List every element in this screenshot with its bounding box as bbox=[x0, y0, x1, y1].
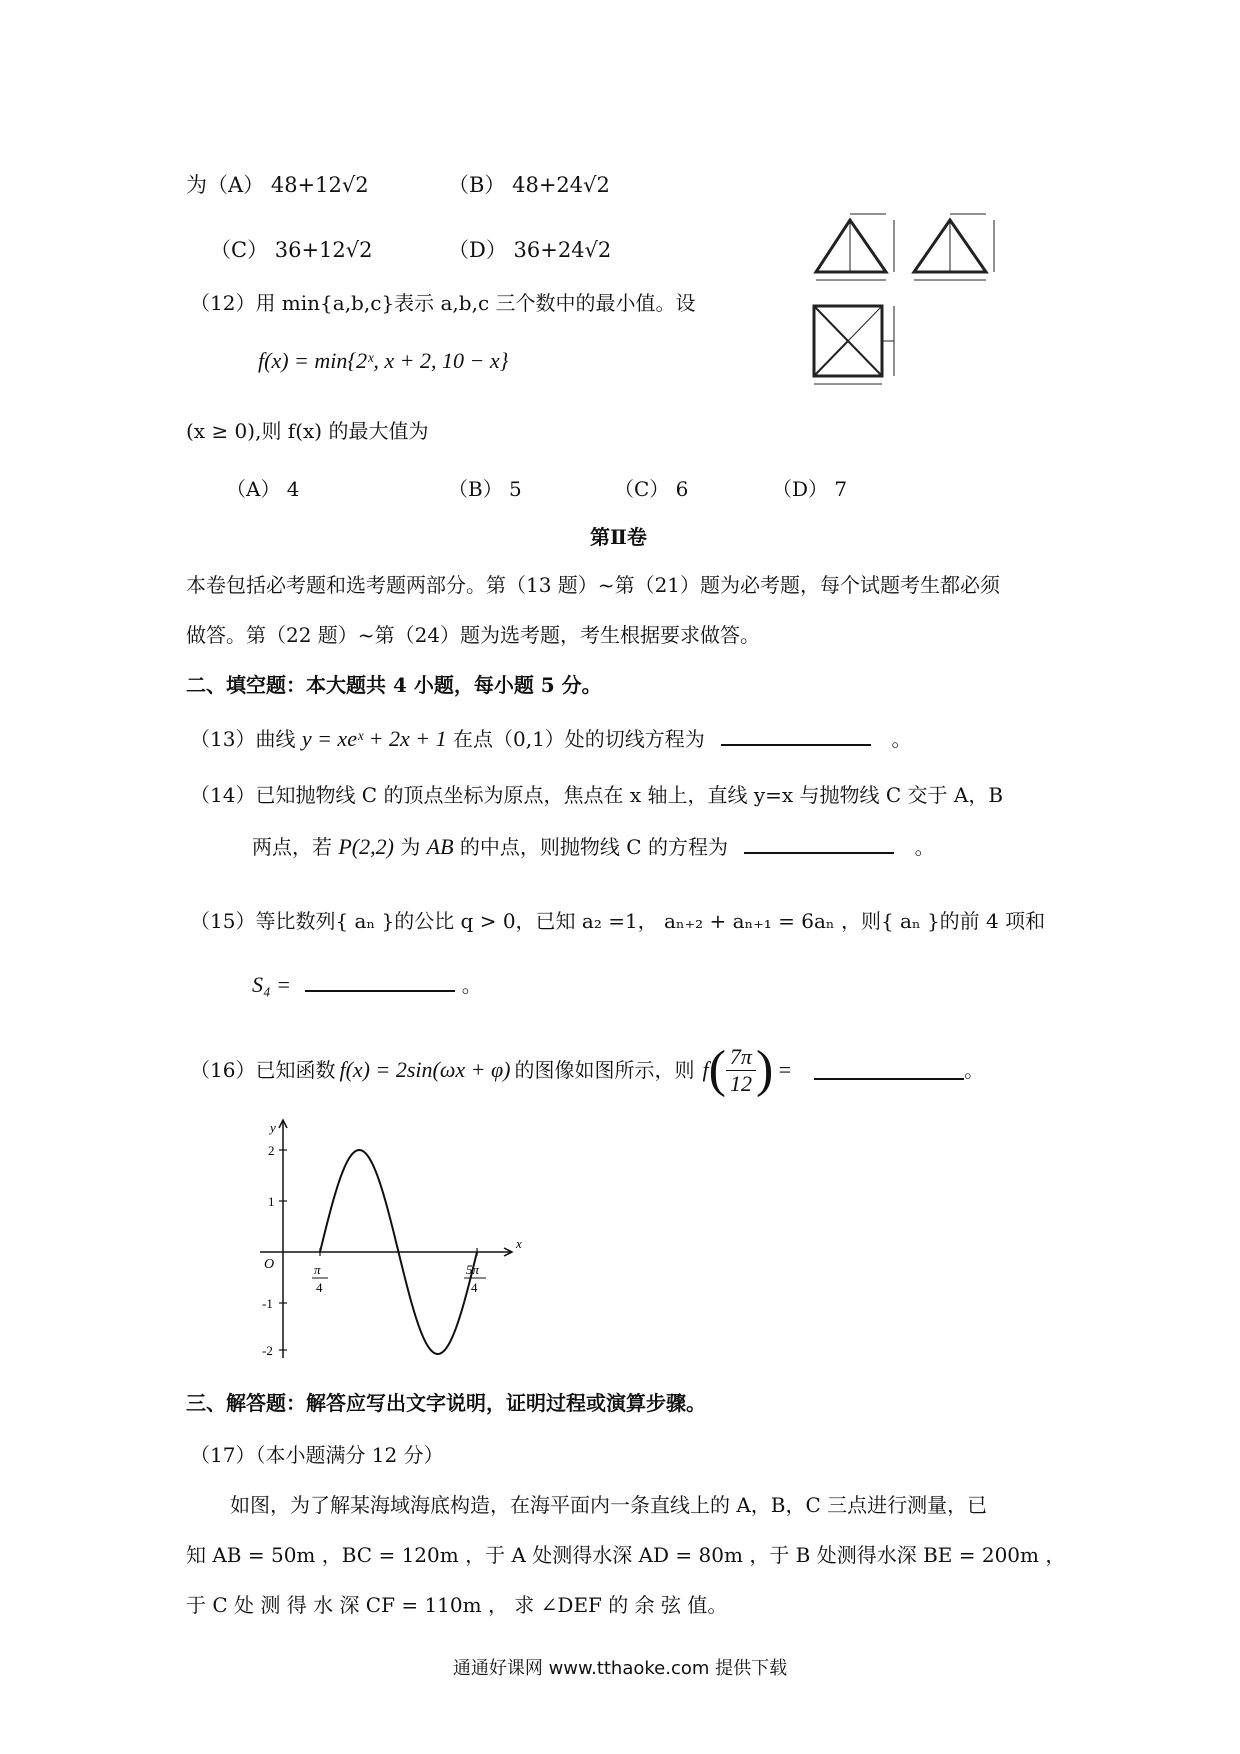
origin-label: O bbox=[264, 1257, 275, 1272]
q12-option-a: （A） 4 bbox=[226, 477, 300, 501]
y-tick-label-minus1: -1 bbox=[262, 1296, 273, 1311]
q16-fraction-numerator: 7π bbox=[726, 1044, 756, 1071]
q16-middle: 的图像如图所示，则 bbox=[514, 1058, 695, 1082]
y-tick-label-minus2: -2 bbox=[262, 1343, 273, 1358]
q13-answer-blank[interactable] bbox=[721, 726, 871, 746]
q17-line-3: 于 C 处 测 得 水 深 CF = 110m ， 求 ∠DEF 的 余 弦 值。 bbox=[186, 1593, 728, 1617]
q16-right-paren: ) bbox=[755, 1041, 774, 1098]
q16-prefix: （16）已知函数 bbox=[190, 1058, 336, 1082]
q16-answer-blank[interactable] bbox=[814, 1060, 964, 1080]
q13-formula: y = xeˣ + 2x + 1 bbox=[301, 726, 447, 751]
q11-option-b: （B） 48+24√2 bbox=[448, 173, 610, 197]
q16-formula: f(x) = 2sin(ωx + φ) bbox=[339, 1057, 511, 1082]
q14-segment: AB bbox=[426, 834, 454, 859]
y-tick-label-1: 1 bbox=[268, 1194, 275, 1209]
q12-option-c: （C） 6 bbox=[614, 477, 689, 501]
q16-end: 。 bbox=[964, 1058, 985, 1082]
y-tick-label-2: 2 bbox=[268, 1143, 275, 1158]
q12-stem-line3: (x ≥ 0),则 f(x) 的最大值为 bbox=[186, 419, 429, 443]
y-axis-label: y bbox=[270, 1120, 276, 1135]
q14-line-1: （14）已知抛物线 C 的顶点坐标为原点，焦点在 x 轴上，直线 y=x 与抛物线 C 交于 A，B bbox=[190, 783, 1004, 807]
q14-point-formula: P(2,2) bbox=[338, 834, 394, 859]
q16-equals: = bbox=[777, 1057, 793, 1082]
q15-s4-label: S₄ = bbox=[252, 972, 291, 997]
q13-middle: 在点（0,1）处的切线方程为 bbox=[452, 727, 705, 751]
x-tick-label-5pi-den: 4 bbox=[471, 1280, 478, 1295]
q16-fraction bbox=[726, 1044, 756, 1097]
page-footer: 通通好课网 www.tthaoke.com 提供下载 bbox=[452, 1658, 788, 1679]
q16-line bbox=[190, 1040, 984, 1100]
x-tick-label-pi-num: π bbox=[314, 1262, 321, 1277]
q16-left-paren: ( bbox=[708, 1041, 726, 1098]
x-tick-label-5pi-num: 5π bbox=[466, 1262, 480, 1277]
q14-text-a: 两点，若 bbox=[252, 835, 332, 859]
q14-end: 。 bbox=[914, 835, 935, 859]
intro-line-2: 做答。第（22 题）~第（24）题为选考题，考生根据要求做答。 bbox=[186, 623, 761, 647]
q15-line-2 bbox=[252, 972, 482, 998]
q16-fraction-denominator: 12 bbox=[729, 1070, 752, 1096]
q13-prefix: （13）曲线 bbox=[190, 727, 296, 751]
q14-text-b: 为 bbox=[400, 835, 421, 859]
q13-end: 。 bbox=[891, 727, 912, 751]
q11-option-a: 为（A） 48+12√2 bbox=[186, 173, 369, 197]
q14-line-2 bbox=[252, 834, 935, 860]
intro-line-1: 本卷包括必考题和选考题两部分。第（13 题）~第（21）题为必考题，每个试题考生都必须 bbox=[186, 573, 1001, 597]
q16-f: f bbox=[702, 1057, 709, 1082]
section-title: 第Ⅱ卷 bbox=[590, 525, 647, 549]
q12-option-d: （D） 7 bbox=[772, 477, 848, 501]
q15-end: 。 bbox=[461, 973, 482, 997]
q11-option-c: （C） 36+12√2 bbox=[210, 238, 373, 262]
three-view-figure bbox=[810, 208, 1010, 398]
q13-line bbox=[190, 726, 912, 752]
q17-header: （17）（本小题满分 12 分） bbox=[190, 1443, 444, 1467]
q11-option-d: （D） 36+24√2 bbox=[448, 238, 612, 262]
q14-answer-blank[interactable] bbox=[744, 834, 894, 854]
q17-line-1: 如图，为了解某海域海底构造，在海平面内一条直线上的 A，B，C 三点进行测量，已 bbox=[230, 1493, 988, 1517]
q15-line-1: （15）等比数列{ aₙ }的公比 q > 0，已知 a₂ =1， aₙ₊₂ + aₙ₊₁ = 6aₙ ，则{ aₙ }的前 4 项和 bbox=[190, 909, 1046, 933]
q14-text-c: 的中点，则抛物线 C 的方程为 bbox=[459, 835, 728, 859]
q15-answer-blank[interactable] bbox=[305, 972, 455, 992]
part2-heading: 二、填空题：本大题共 4 小题，每小题 5 分。 bbox=[186, 673, 602, 697]
x-axis-label: x bbox=[516, 1236, 522, 1251]
part3-heading: 三、解答题：解答应写出文字说明，证明过程或演算步骤。 bbox=[186, 1391, 706, 1415]
x-tick-label-pi-den: 4 bbox=[316, 1280, 323, 1295]
sine-graph bbox=[250, 1118, 530, 1358]
q12-option-b: （B） 5 bbox=[448, 477, 522, 501]
q12-formula: f(x) = min{2ˣ, x + 2, 10 − x} bbox=[258, 348, 509, 373]
q12-stem-line1: （12）用 min{a,b,c}表示 a,b,c 三个数中的最小值。设 bbox=[190, 291, 696, 315]
q17-line-2: 知 AB = 50m ，BC = 120m ，于 A 处测得水深 AD = 80m ，于 B 处测得水深 BE = 200m ， bbox=[186, 1543, 1066, 1567]
